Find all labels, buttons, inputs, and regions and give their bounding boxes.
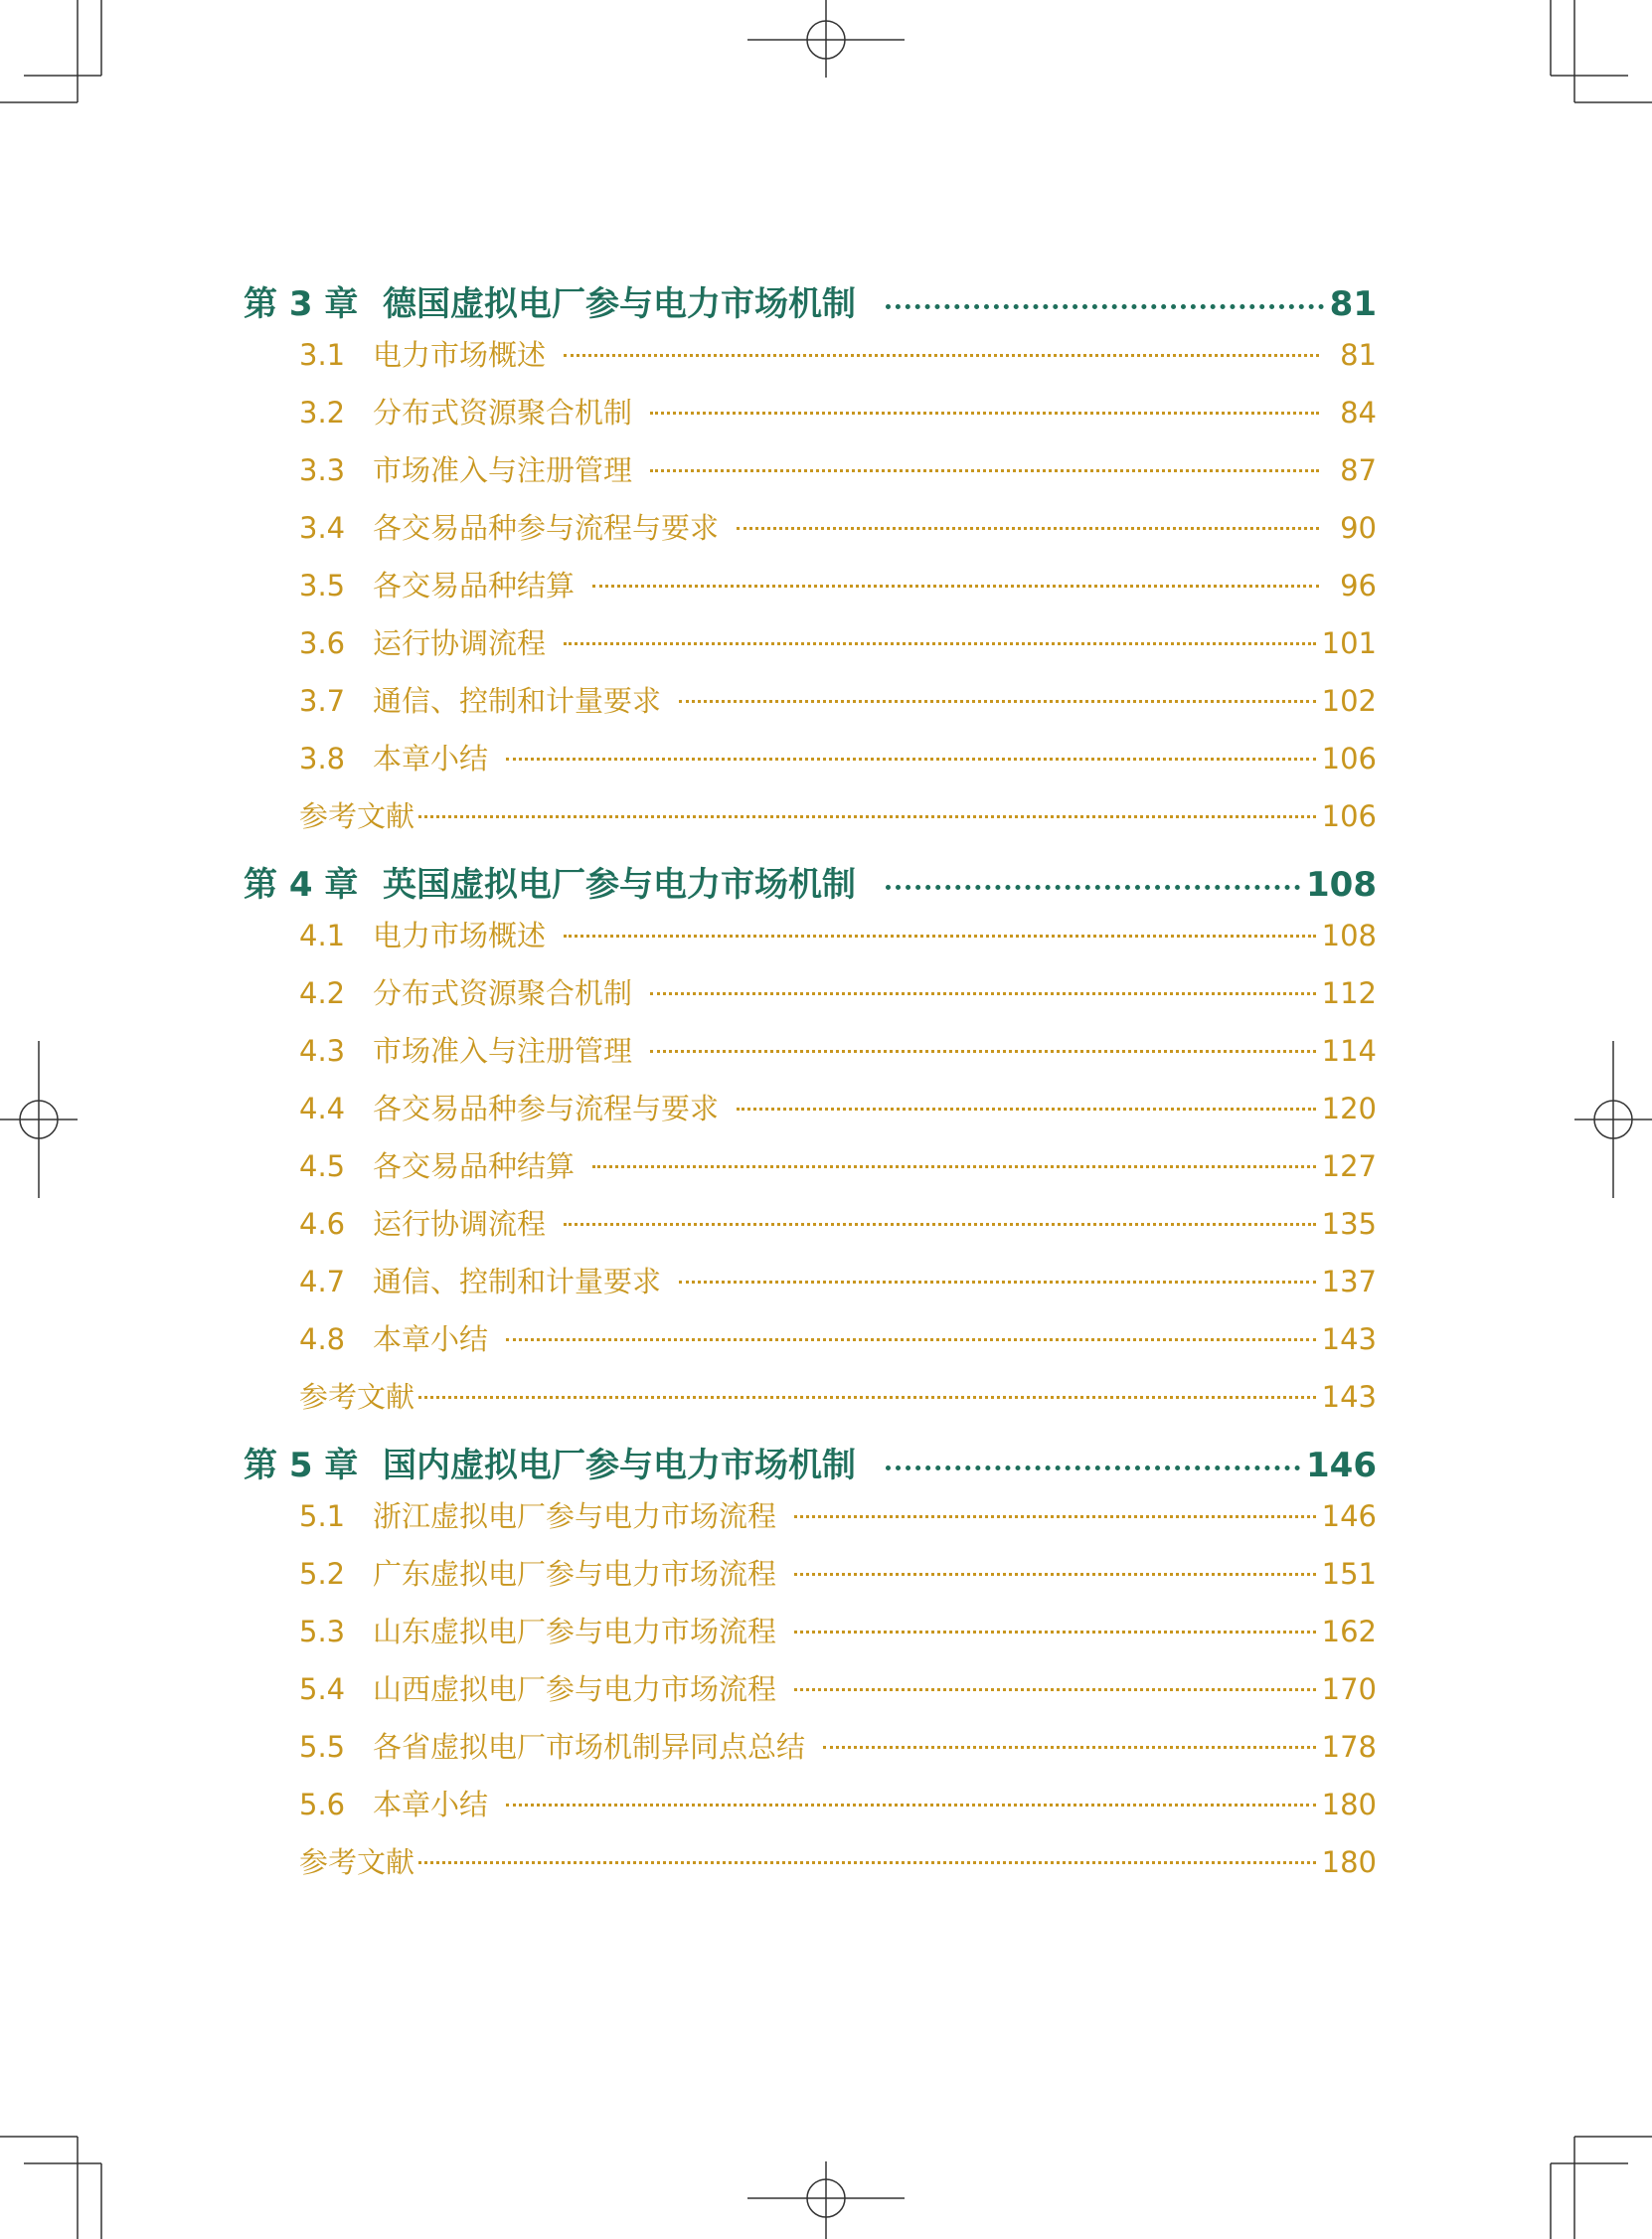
chapter-number: 第 4 章: [244, 865, 359, 905]
section-title: 各交易品种参与流程与要求: [373, 1092, 720, 1125]
crop-mark-bottom-left: [0, 2137, 101, 2239]
section-page: 112: [1321, 976, 1377, 1010]
dot-leader: [650, 992, 1316, 995]
crop-mark-top-right: [1551, 0, 1652, 102]
toc-entry-4-2[interactable]: [244, 964, 1377, 1022]
toc-entry-5-4[interactable]: [244, 1660, 1377, 1718]
registration-mark-bottom: [747, 2161, 905, 2239]
dot-leader: [886, 304, 1324, 309]
section-page: 87: [1340, 453, 1377, 487]
section-page: 162: [1321, 1615, 1377, 1648]
dot-leader: [650, 1050, 1316, 1053]
section-title: 本章小结: [373, 742, 489, 775]
section-page: 120: [1321, 1092, 1377, 1125]
section-page: 101: [1321, 626, 1377, 660]
table-of-contents: [244, 276, 1377, 1891]
toc-entry-3-2[interactable]: [244, 384, 1377, 441]
registration-mark-top: [747, 0, 905, 78]
toc-entry-3-1[interactable]: [244, 326, 1377, 384]
section-page: 90: [1340, 511, 1377, 545]
dot-leader: [794, 1515, 1316, 1518]
toc-entry-3-4[interactable]: [244, 499, 1377, 557]
toc-entry-3-6[interactable]: [244, 614, 1377, 672]
toc-entry-5-2[interactable]: [244, 1545, 1377, 1603]
section-page: 151: [1321, 1557, 1377, 1591]
dot-leader: [592, 1165, 1316, 1168]
toc-entry-4-6[interactable]: [244, 1195, 1377, 1253]
dot-leader: [564, 935, 1316, 938]
references-title: 参考文献: [299, 1845, 415, 1879]
toc-entry-4-references[interactable]: [244, 1368, 1377, 1426]
section-number: 3.2: [299, 396, 346, 430]
chapter-title: 英国虚拟电厂参与电力市场机制: [383, 865, 856, 905]
dot-leader: [650, 469, 1319, 472]
section-number: 5.5: [299, 1730, 346, 1764]
dot-leader: [650, 412, 1319, 415]
section-number: 4.5: [299, 1149, 346, 1183]
section-title: 各省虚拟电厂市场机制异同点总结: [373, 1730, 806, 1764]
section-number: 5.6: [299, 1788, 346, 1821]
dot-leader: [886, 1465, 1300, 1470]
section-page: 137: [1321, 1265, 1377, 1298]
dot-leader: [506, 1804, 1316, 1807]
toc-entry-4-5[interactable]: [244, 1137, 1377, 1195]
toc-entry-3-references[interactable]: [244, 787, 1377, 845]
dot-leader: [592, 585, 1319, 588]
section-page: 178: [1321, 1730, 1377, 1764]
section-number: 4.8: [299, 1322, 346, 1356]
chapter-title: 国内虚拟电厂参与电力市场机制: [383, 1446, 856, 1485]
section-number: 5.4: [299, 1672, 346, 1706]
dot-leader: [418, 815, 1316, 818]
section-page: 135: [1321, 1207, 1377, 1241]
chapter-number: 第 5 章: [244, 1446, 359, 1485]
section-title: 运行协调流程: [373, 1207, 547, 1241]
section-number: 5.1: [299, 1499, 346, 1533]
dot-leader: [564, 642, 1316, 645]
toc-entry-4-8[interactable]: [244, 1310, 1377, 1368]
dot-leader: [418, 1396, 1316, 1399]
section-number: 3.7: [299, 684, 346, 718]
dot-leader: [886, 885, 1300, 890]
section-title: 电力市场概述: [373, 919, 547, 952]
section-title: 分布式资源聚合机制: [373, 976, 633, 1010]
dot-leader: [794, 1631, 1316, 1634]
section-title: 山西虚拟电厂参与电力市场流程: [373, 1672, 777, 1706]
chapter-title: 德国虚拟电厂参与电力市场机制: [383, 284, 856, 324]
section-title: 市场准入与注册管理: [373, 453, 633, 487]
dot-leader: [418, 1861, 1316, 1864]
section-number: 4.4: [299, 1092, 346, 1125]
toc-entry-4-4[interactable]: [244, 1080, 1377, 1137]
section-number: 5.2: [299, 1557, 346, 1591]
chapter-page: 146: [1306, 1446, 1377, 1485]
registration-mark-right: [1574, 1041, 1652, 1198]
section-title: 电力市场概述: [373, 338, 547, 372]
chapter-page: 108: [1306, 865, 1377, 905]
references-page: 143: [1321, 1380, 1377, 1414]
crop-mark-top-left: [0, 0, 101, 102]
toc-entry-3-8[interactable]: [244, 730, 1377, 787]
section-title: 市场准入与注册管理: [373, 1034, 633, 1068]
section-title: 运行协调流程: [373, 626, 547, 660]
section-number: 4.2: [299, 976, 346, 1010]
section-title: 浙江虚拟电厂参与电力市场流程: [373, 1499, 777, 1533]
dot-leader: [737, 527, 1319, 530]
section-title: 本章小结: [373, 1322, 489, 1356]
dot-leader: [564, 354, 1319, 357]
section-page: 106: [1321, 742, 1377, 775]
crop-mark-bottom-right: [1551, 2137, 1652, 2239]
section-page: 84: [1340, 396, 1377, 430]
section-page: 146: [1321, 1499, 1377, 1533]
section-page: 114: [1321, 1034, 1377, 1068]
dot-leader: [506, 758, 1316, 761]
section-title: 各交易品种结算: [373, 1149, 576, 1183]
chapter-page: 81: [1329, 284, 1377, 324]
dot-leader: [794, 1573, 1316, 1576]
references-title: 参考文献: [299, 799, 415, 833]
section-title: 广东虚拟电厂参与电力市场流程: [373, 1557, 777, 1591]
section-page: 143: [1321, 1322, 1377, 1356]
section-number: 3.6: [299, 626, 346, 660]
toc-entry-3-7[interactable]: [244, 672, 1377, 730]
section-title: 各交易品种结算: [373, 569, 576, 603]
toc-entry-5-6[interactable]: [244, 1776, 1377, 1833]
section-title: 各交易品种参与流程与要求: [373, 511, 720, 545]
section-title: 通信、控制和计量要求: [373, 684, 662, 718]
section-number: 3.1: [299, 338, 346, 372]
toc-entry-4-7[interactable]: [244, 1253, 1377, 1310]
references-title: 参考文献: [299, 1380, 415, 1414]
references-page: 106: [1321, 799, 1377, 833]
toc-entry-4-3[interactable]: [244, 1022, 1377, 1080]
section-title: 分布式资源聚合机制: [373, 396, 633, 430]
toc-entry-5-5[interactable]: [244, 1718, 1377, 1776]
section-number: 3.8: [299, 742, 346, 775]
dot-leader: [679, 700, 1316, 703]
section-number: 4.1: [299, 919, 346, 952]
section-page: 81: [1340, 338, 1377, 372]
section-title: 通信、控制和计量要求: [373, 1265, 662, 1298]
chapter-number: 第 3 章: [244, 284, 359, 324]
dot-leader: [506, 1338, 1316, 1341]
dot-leader: [823, 1746, 1316, 1749]
section-number: 3.3: [299, 453, 346, 487]
section-number: 4.3: [299, 1034, 346, 1068]
references-page: 180: [1321, 1845, 1377, 1879]
section-page: 170: [1321, 1672, 1377, 1706]
toc-entry-5-3[interactable]: [244, 1603, 1377, 1660]
section-title: 山东虚拟电厂参与电力市场流程: [373, 1615, 777, 1648]
dot-leader: [679, 1281, 1316, 1284]
section-page: 96: [1340, 569, 1377, 603]
section-number: 5.3: [299, 1615, 346, 1648]
toc-entry-5-1[interactable]: [244, 1487, 1377, 1545]
section-page: 108: [1321, 919, 1377, 952]
toc-entry-4-1[interactable]: [244, 907, 1377, 964]
toc-entry-5-references[interactable]: [244, 1833, 1377, 1891]
section-page: 180: [1321, 1788, 1377, 1821]
section-number: 4.6: [299, 1207, 346, 1241]
dot-leader: [794, 1688, 1316, 1691]
section-title: 本章小结: [373, 1788, 489, 1821]
chapter-3-heading[interactable]: [244, 276, 1377, 324]
section-page: 102: [1321, 684, 1377, 718]
registration-mark-left: [0, 1041, 78, 1198]
chapter-5-heading[interactable]: [244, 1438, 1377, 1485]
section-number: 4.7: [299, 1265, 346, 1298]
dot-leader: [737, 1108, 1316, 1111]
section-number: 3.4: [299, 511, 346, 545]
section-page: 127: [1321, 1149, 1377, 1183]
dot-leader: [564, 1223, 1316, 1226]
toc-entry-3-3[interactable]: [244, 441, 1377, 499]
chapter-4-heading[interactable]: [244, 857, 1377, 905]
section-number: 3.5: [299, 569, 346, 603]
toc-entry-3-5[interactable]: [244, 557, 1377, 614]
